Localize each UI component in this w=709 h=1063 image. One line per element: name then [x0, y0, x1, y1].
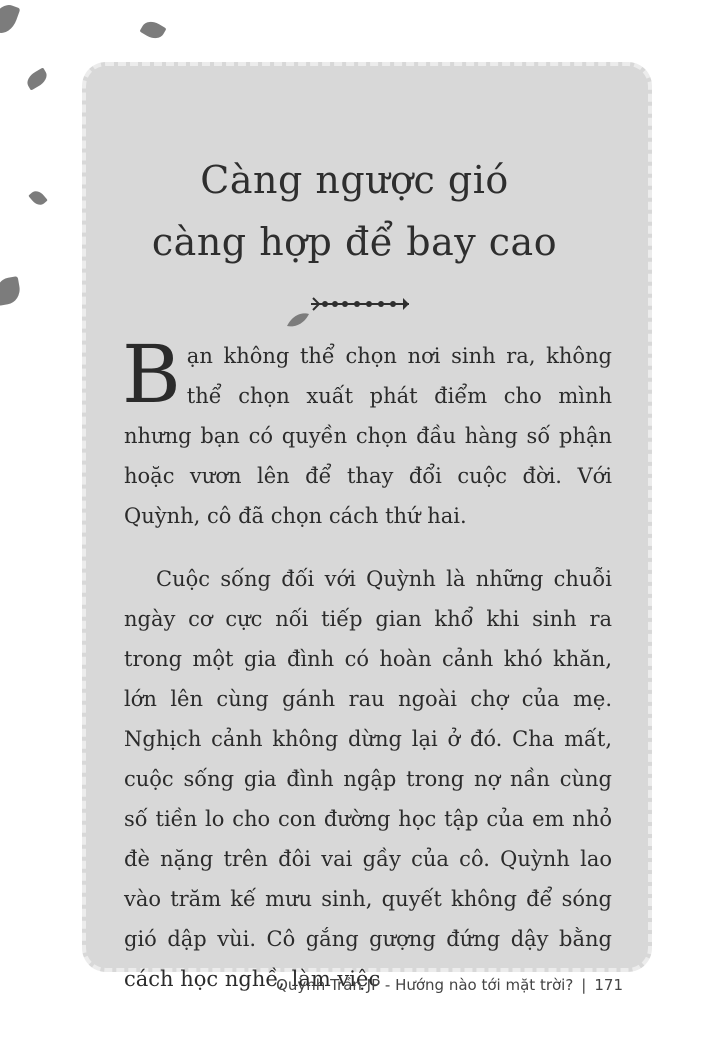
paragraph-intro [122, 328, 612, 536]
petal-decoration [24, 67, 50, 90]
paragraph-intro-text: ạn không thể chọn nơi sinh ra, không thể chọn xuất phát điểm cho mình nhưng bạn có quyền chọn đầu hàng số phận hoặc vươn lên để thay đổi cuộc đời. Với Quỳnh, cô đã chọn cách thứ hai. [124, 344, 612, 528]
footer-separator: | [581, 976, 587, 994]
chapter-title-line-1: Càng ngược gió [200, 158, 509, 202]
page-number: 171 [594, 976, 623, 994]
ornament-divider-icon [285, 292, 415, 332]
petal-decoration [0, 276, 22, 306]
page-footer [276, 976, 623, 994]
paragraph-body: Cuộc sống đối với Quỳnh là những chuỗi ngày cơ cực nối tiếp gian khổ khi sinh ra trong một gia đình có hoàn cảnh khó khăn, lớn lên cùng gánh rau ngoài chợ của mẹ. Nghịch cảnh không dừng lại ở đó. Cha mất, cuộc sống gia đình ngập trong nợ nần cùng số tiền lo cho con đường học tập của em nhỏ đè nặng trên đôi vai gầy của cô. Quỳnh lao vào trăm kế mưu sinh, quyết không để sóng gió dập vùi. Cô gắng gượng đứng dậy bằng cách học nghề, làm việc [124, 567, 612, 991]
petal-decoration [139, 18, 166, 43]
petal-decoration [0, 1, 20, 37]
running-title: Quỳnh Trần JP - Hướng nào tới mặt trời? [276, 976, 574, 994]
drop-cap: B [122, 328, 181, 421]
chapter-title-line-2: càng hợp để bay cao [151, 220, 558, 264]
